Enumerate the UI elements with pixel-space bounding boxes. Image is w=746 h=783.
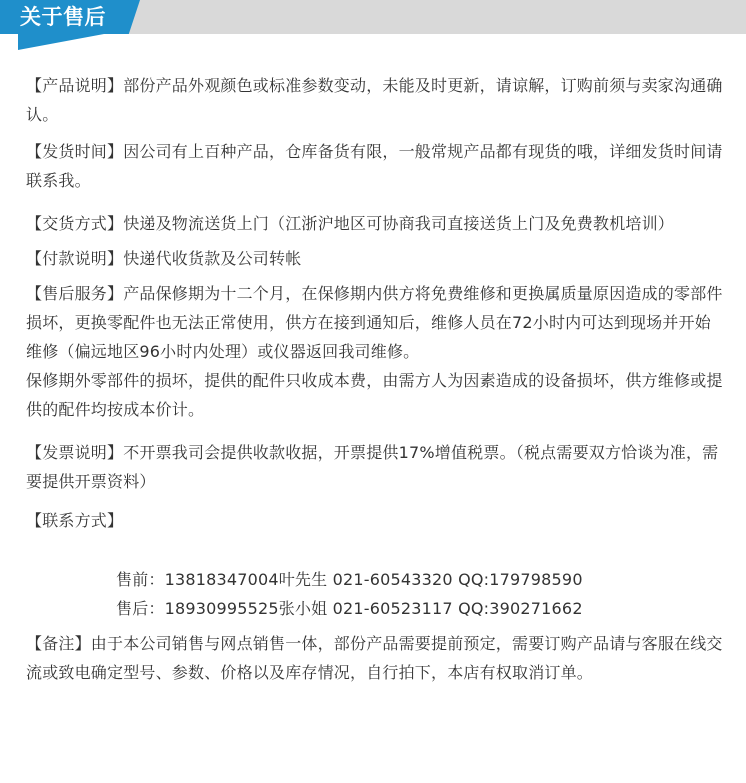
spacer — [26, 535, 726, 565]
header-decoration — [18, 34, 104, 50]
after-sales-content — [26, 71, 726, 687]
spacer — [26, 129, 726, 137]
spacer — [26, 424, 726, 438]
after-sales-extra: 保修期外零部件的损坏，提供的配件只收成本费，由需方人为因素造成的设备损坏，供方维修或提供的配件均按成本价计。 — [26, 371, 723, 419]
page-title: 关于售后 — [20, 5, 106, 29]
product-note: 【产品说明】部份产品外观颜色或标准参数变动，未能及时更新，请谅解，订购前须与卖家沟通确认。 — [26, 76, 723, 124]
remark: 【备注】由于本公司销售与网点销售一体，部份产品需要提前预定，需要订购产品请与客服在线交流或致电确定型号、参数、价格以及库存情况，自行拍下，本店有权取消订单。 — [26, 634, 723, 682]
invoice-note: 【发票说明】不开票我司会提供收款收据，开票提供17%增值税票。（税点需要双方恰谈为准，需要提供开票资料） — [26, 443, 719, 491]
contact-heading: 【联系方式】 — [26, 511, 124, 530]
contact-pre-sales: 售前：13818347004叶先生 021-60543320 QQ:179798590 — [116, 570, 583, 589]
payment-note: 【付款说明】快递代收货款及公司转帐 — [26, 249, 302, 268]
shipping-time: 【发货时间】因公司有上百种产品，仓库备货有限，一般常规产品都有现货的哦，详细发货时间请联系我。 — [26, 142, 723, 190]
contact-after-sales: 售后：18930995525张小姐 021-60523117 QQ:390271662 — [116, 599, 583, 618]
contact-block — [116, 565, 726, 623]
spacer — [26, 496, 726, 506]
spacer — [26, 195, 726, 209]
delivery-method: 【交货方式】快递及物流送货上门（江浙沪地区可协商我司直接送货上门及免费教机培训） — [26, 214, 675, 233]
after-sales-service: 【售后服务】产品保修期为十二个月，在保修期内供方将免费维修和更换属质量原因造成的零部件损坏，更换零配件也无法正常使用，供方在接到通知后，维修人员在72小时内可达到现场并开始维修（偏远地区96小时内处理）或仪器返回我司维修。 — [26, 284, 723, 361]
